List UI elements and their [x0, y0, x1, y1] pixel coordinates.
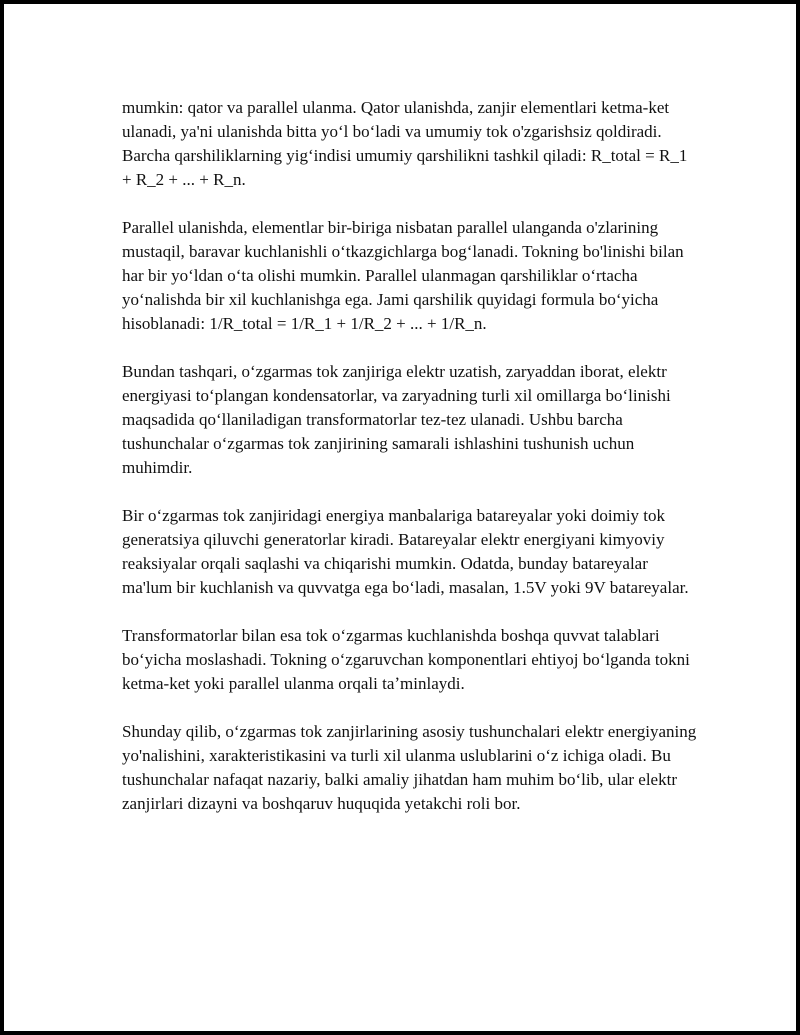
paragraph-parallel-connection: Parallel ulanishda, elementlar bir-biriga nisbatan parallel ulanganda o'zlarining mustaqil, baravar kuchlanishli oʻtkazgichlarga bogʻlanadi. Tokning bo'linishi bilan har bir yoʻldan oʻta olishi mumkin. Parallel ulanmagan qarshiliklar oʻrtacha yoʻnalishda bir xil kuchlanishga ega. Jami qarshilik quyidagi formula boʻyicha hisoblanadi: 1/R_total = 1/R_1 + 1/R_2 + ... + 1/R_n.: [122, 218, 684, 333]
paragraph-transformers: Transformatorlar bilan esa tok oʻzgarmas kuchlanishda boshqa quvvat talablari boʻyicha moslashadi. Tokning oʻzgaruvchan komponentlari ehtiyoj boʻlganda tokni ketma-ket yoki parallel ulanma orqali taʼminlaydi.: [122, 626, 690, 693]
document-body: [122, 96, 697, 840]
paragraph-additional-components: Bundan tashqari, oʻzgarmas tok zanjiriga elektr uzatish, zaryaddan iborat, elektr energiyasi toʻplangan kondensatorlar, va zaryadning turli xil omillarga boʻlinishi maqsadida qoʻllaniladigan transformatorlar tez-tez ulanadi. Ushbu barcha tushunchalar oʻzgarmas tok zanjirining samarali ishlashini tushunish uchun muhimdir.: [122, 362, 671, 477]
paragraph-conclusion: Shunday qilib, oʻzgarmas tok zanjirlarining asosiy tushunchalari elektr energiyaning yo'nalishini, xarakteristikasini va turli xil ulanma uslublarini oʻz ichiga oladi. Bu tushunchalar nafaqat nazariy, balki amaliy jihatdan ham muhim boʻlib, ular elektr zanjirlari dizayni va boshqaruv huquqida yetakchi roli bor.: [122, 722, 697, 813]
paragraph-energy-sources: Bir oʻzgarmas tok zanjiridagi energiya manbalariga batareyalar yoki doimiy tok generatsiya qiluvchi generatorlar kiradi. Batareyalar elektr energiyani kimyoviy reaksiyalar orqali saqlashi va chiqarishi mumkin. Odatda, bunday batareyalar ma'lum bir kuchlanish va quvvatga ega boʻladi, masalan, 1.5V yoki 9V batareyalar.: [122, 506, 689, 597]
paragraph-series-connection: mumkin: qator va parallel ulanma. Qator ulanishda, zanjir elementlari ketma-ket ulanadi, ya'ni ulanishda bitta yoʻl boʻladi va umumiy tok o'zgarishsiz qoldiradi. Barcha qarshiliklarning yigʻindisi umumiy qarshilikni tashkil qiladi: R_total = R_1 + R_2 + ... + R_n.: [122, 98, 688, 189]
